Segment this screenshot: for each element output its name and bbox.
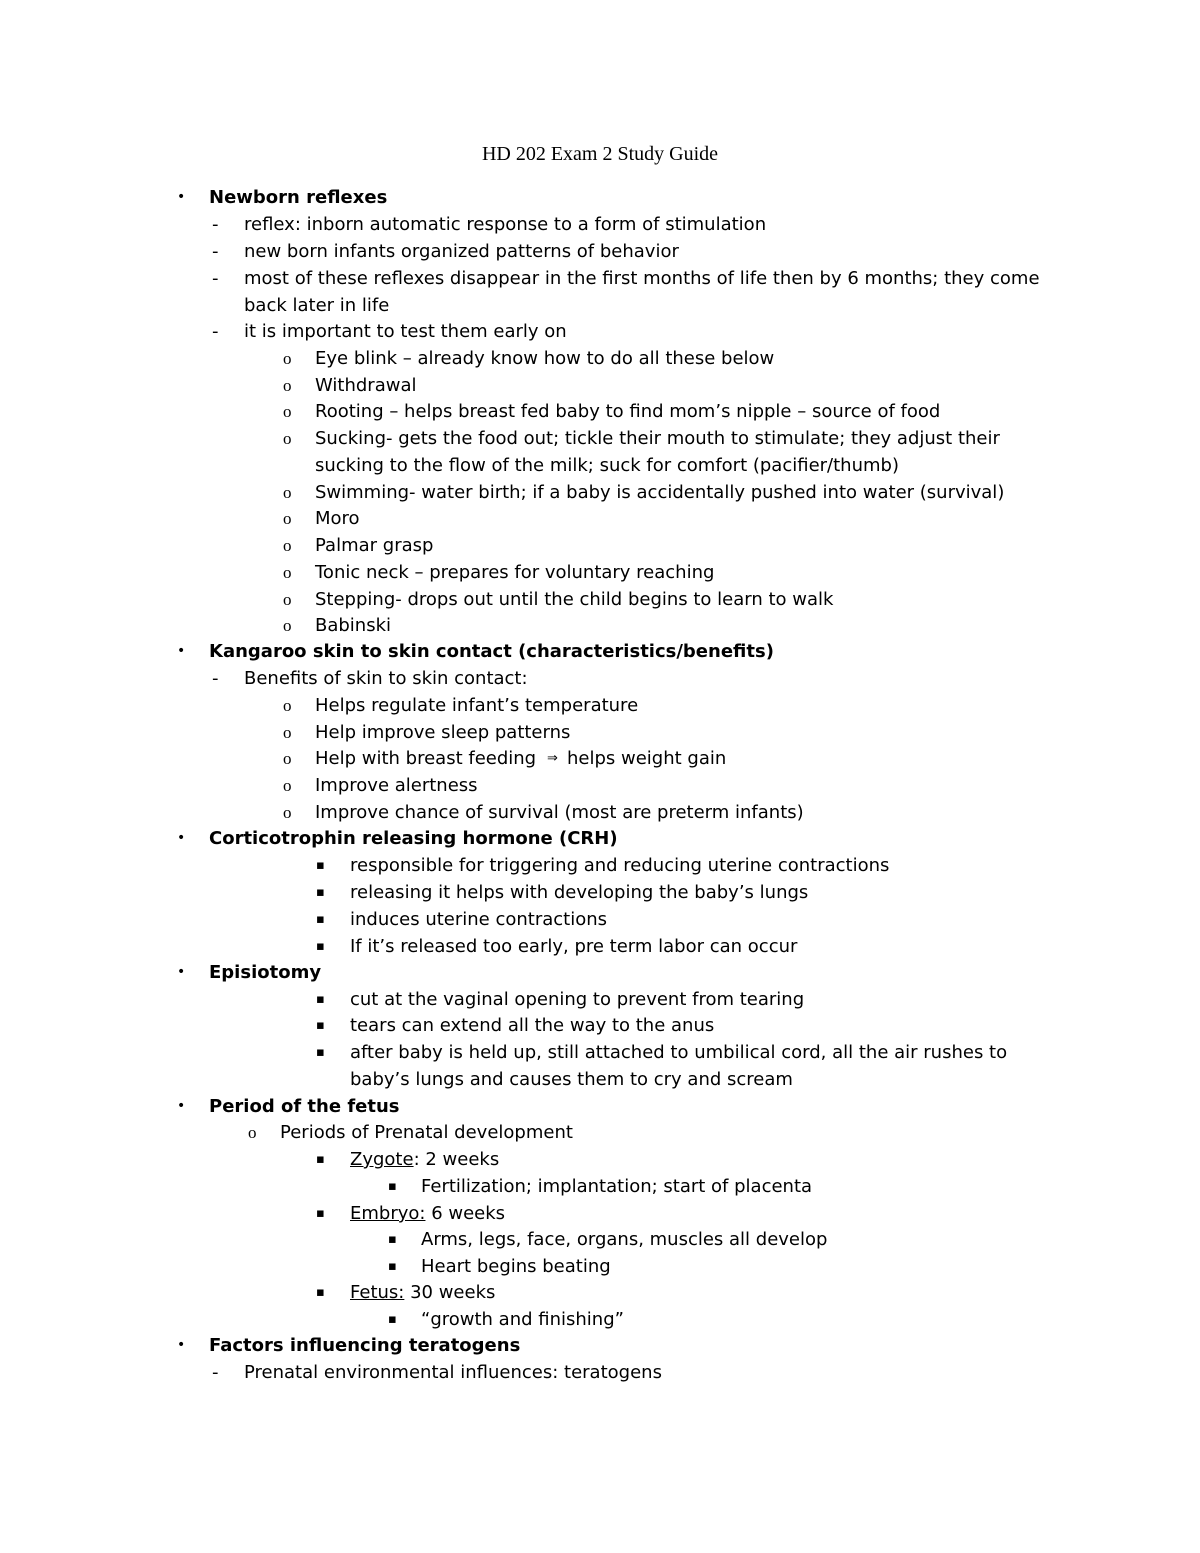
arrow-icon: ⇒: [547, 751, 558, 766]
list-item-continuation: [0, 452, 1200, 479]
circle-marker: o: [283, 483, 292, 502]
item-text: Eye blink – already know how to do all these below: [315, 348, 775, 369]
list-item: [0, 692, 1200, 719]
list-item: [0, 559, 1200, 586]
circle-marker: o: [283, 536, 292, 555]
dash-marker: -: [212, 1362, 219, 1383]
section-newborn-reflexes: [0, 184, 1200, 211]
stage-duration: 30 weeks: [404, 1282, 496, 1303]
item-text: Palmar grasp: [315, 535, 434, 556]
item-text: Helps regulate infant’s temperature: [315, 695, 639, 716]
item-text: Tonic neck – prepares for voluntary reaching: [315, 562, 715, 583]
square-marker: ▪: [316, 939, 325, 954]
item-text: Heart begins beating: [421, 1256, 611, 1277]
item-text: after baby is held up, still attached to umbilical cord, all the air rushes to: [350, 1042, 1008, 1063]
item-text: cut at the vaginal opening to prevent from tearing: [350, 989, 805, 1010]
list-item: [0, 345, 1200, 372]
square-marker: ▪: [316, 858, 325, 873]
circle-marker: o: [283, 590, 292, 609]
item-text: Benefits of skin to skin contact:: [244, 668, 528, 689]
list-item: [0, 772, 1200, 799]
list-item: [0, 719, 1200, 746]
list-item: [0, 1146, 1200, 1173]
item-text: new born infants organized patterns of behavior: [244, 241, 679, 262]
section-teratogens: [0, 1332, 1200, 1359]
list-item: [0, 532, 1200, 559]
list-item: [0, 852, 1200, 879]
circle-marker: o: [283, 349, 292, 368]
square-marker: ▪: [388, 1179, 397, 1194]
item-text: induces uterine contractions: [350, 909, 608, 930]
circle-marker: o: [283, 803, 292, 822]
square-marker: ▪: [316, 1285, 325, 1300]
item-text: Periods of Prenatal development: [280, 1122, 573, 1143]
section-heading: Kangaroo skin to skin contact (characteristics/benefits): [209, 641, 774, 662]
item-text: Improve chance of survival (most are preterm infants): [315, 802, 804, 823]
section-crh: [0, 825, 1200, 852]
dash-marker: -: [212, 268, 219, 289]
circle-marker: o: [283, 563, 292, 582]
list-item: [0, 933, 1200, 960]
list-item: [0, 1306, 1200, 1333]
item-text: Sucking- gets the food out; tickle their mouth to stimulate; they adjust their: [315, 428, 1000, 449]
item-text: baby’s lungs and causes them to cry and scream: [350, 1069, 793, 1090]
item-text: [350, 1200, 505, 1227]
circle-marker: o: [283, 696, 292, 715]
item-text: it is important to test them early on: [244, 321, 567, 342]
item-text: Improve alertness: [315, 775, 478, 796]
item-text: Help improve sleep patterns: [315, 722, 571, 743]
list-item: [0, 1359, 1200, 1386]
circle-marker: o: [283, 376, 292, 395]
list-item: [0, 586, 1200, 613]
list-item: [0, 425, 1200, 452]
list-item: [0, 238, 1200, 265]
item-text: If it’s released too early, pre term labor can occur: [350, 936, 798, 957]
item-text: Arms, legs, face, organs, muscles all develop: [421, 1229, 828, 1250]
list-item: [0, 1119, 1200, 1146]
square-marker: ▪: [316, 1152, 325, 1167]
section-episiotomy: [0, 959, 1200, 986]
item-text: Babinski: [315, 615, 392, 636]
list-item: [0, 479, 1200, 506]
bullet-marker: •: [177, 1337, 186, 1353]
dash-marker: -: [212, 241, 219, 262]
section-heading: Factors influencing teratogens: [209, 1335, 521, 1356]
bullet-marker: •: [177, 830, 186, 846]
list-item-continuation: [0, 292, 1200, 319]
dash-marker: -: [212, 214, 219, 235]
bullet-marker: •: [177, 643, 186, 659]
stage-label-embryo: Embryo:: [350, 1203, 426, 1224]
list-item: [0, 799, 1200, 826]
item-text: helps weight gain: [567, 748, 727, 769]
list-item: [0, 906, 1200, 933]
circle-marker: o: [248, 1123, 257, 1142]
section-heading: Newborn reflexes: [209, 187, 388, 208]
circle-marker: o: [283, 509, 292, 528]
list-item: [0, 612, 1200, 639]
list-item: [0, 372, 1200, 399]
circle-marker: o: [283, 749, 292, 768]
bullet-marker: •: [177, 1098, 186, 1114]
dash-marker: -: [212, 321, 219, 342]
square-marker: ▪: [388, 1232, 397, 1247]
item-text: Withdrawal: [315, 375, 417, 396]
list-item: [0, 398, 1200, 425]
list-item: [0, 265, 1200, 292]
circle-marker: o: [283, 776, 292, 795]
item-text: responsible for triggering and reducing uterine contractions: [350, 855, 890, 876]
square-marker: ▪: [316, 1206, 325, 1221]
section-heading: Episiotomy: [209, 962, 322, 983]
list-item: [0, 1226, 1200, 1253]
item-text: Help with breast feeding: [315, 748, 537, 769]
item-text: Moro: [315, 508, 360, 529]
page-title: HD 202 Exam 2 Study Guide: [481, 143, 719, 165]
item-text: Prenatal environmental influences: teratogens: [244, 1362, 662, 1383]
bullet-marker: •: [177, 964, 186, 980]
list-item: [0, 1173, 1200, 1200]
item-text: reflex: inborn automatic response to a form of stimulation: [244, 214, 767, 235]
list-item: [0, 505, 1200, 532]
stage-label-zygote: Zygote: [350, 1149, 414, 1170]
item-text: Swimming- water birth; if a baby is accidentally pushed into water (survival): [315, 482, 1005, 503]
item-text: back later in life: [244, 295, 390, 316]
circle-marker: o: [283, 723, 292, 742]
item-text: most of these reflexes disappear in the first months of life then by 6 months; they come: [244, 268, 1040, 289]
item-text: sucking to the flow of the milk; suck for comfort (pacifier/thumb): [315, 455, 899, 476]
item-text: releasing it helps with developing the baby’s lungs: [350, 882, 809, 903]
square-marker: ▪: [316, 1045, 325, 1060]
item-text: Fertilization; implantation; start of placenta: [421, 1176, 813, 1197]
item-text: “growth and finishing”: [421, 1309, 624, 1330]
stage-label-fetus: Fetus:: [350, 1282, 405, 1303]
bullet-marker: •: [177, 189, 186, 205]
item-text: Stepping- drops out until the child begins to learn to walk: [315, 589, 834, 610]
square-marker: ▪: [388, 1312, 397, 1327]
square-marker: ▪: [316, 1018, 325, 1033]
section-heading: Period of the fetus: [209, 1096, 400, 1117]
section-period-of-fetus: [0, 1093, 1200, 1120]
list-item: [0, 211, 1200, 238]
list-item: [0, 665, 1200, 692]
list-item: [0, 879, 1200, 906]
item-text: [350, 1279, 495, 1306]
square-marker: ▪: [316, 992, 325, 1007]
list-item: [0, 1012, 1200, 1039]
section-heading: Corticotrophin releasing hormone (CRH): [209, 828, 618, 849]
list-item: [0, 745, 1200, 772]
list-item: [0, 1253, 1200, 1280]
item-text: tears can extend all the way to the anus: [350, 1015, 715, 1036]
list-item: [0, 1279, 1200, 1306]
stage-duration: : 2 weeks: [413, 1149, 500, 1170]
dash-marker: -: [212, 668, 219, 689]
circle-marker: o: [283, 402, 292, 421]
circle-marker: o: [283, 616, 292, 635]
list-item: [0, 1039, 1200, 1066]
square-marker: ▪: [316, 885, 325, 900]
square-marker: ▪: [316, 912, 325, 927]
list-item-continuation: [0, 1066, 1200, 1093]
square-marker: ▪: [388, 1259, 397, 1274]
list-item: [0, 1200, 1200, 1227]
circle-marker: o: [283, 429, 292, 448]
list-item: [0, 986, 1200, 1013]
item-text: Rooting – helps breast fed baby to find mom’s nipple – source of food: [315, 401, 941, 422]
item-text: [350, 1146, 499, 1173]
list-item: [0, 318, 1200, 345]
section-kangaroo-contact: [0, 638, 1200, 665]
stage-duration: 6 weeks: [425, 1203, 506, 1224]
